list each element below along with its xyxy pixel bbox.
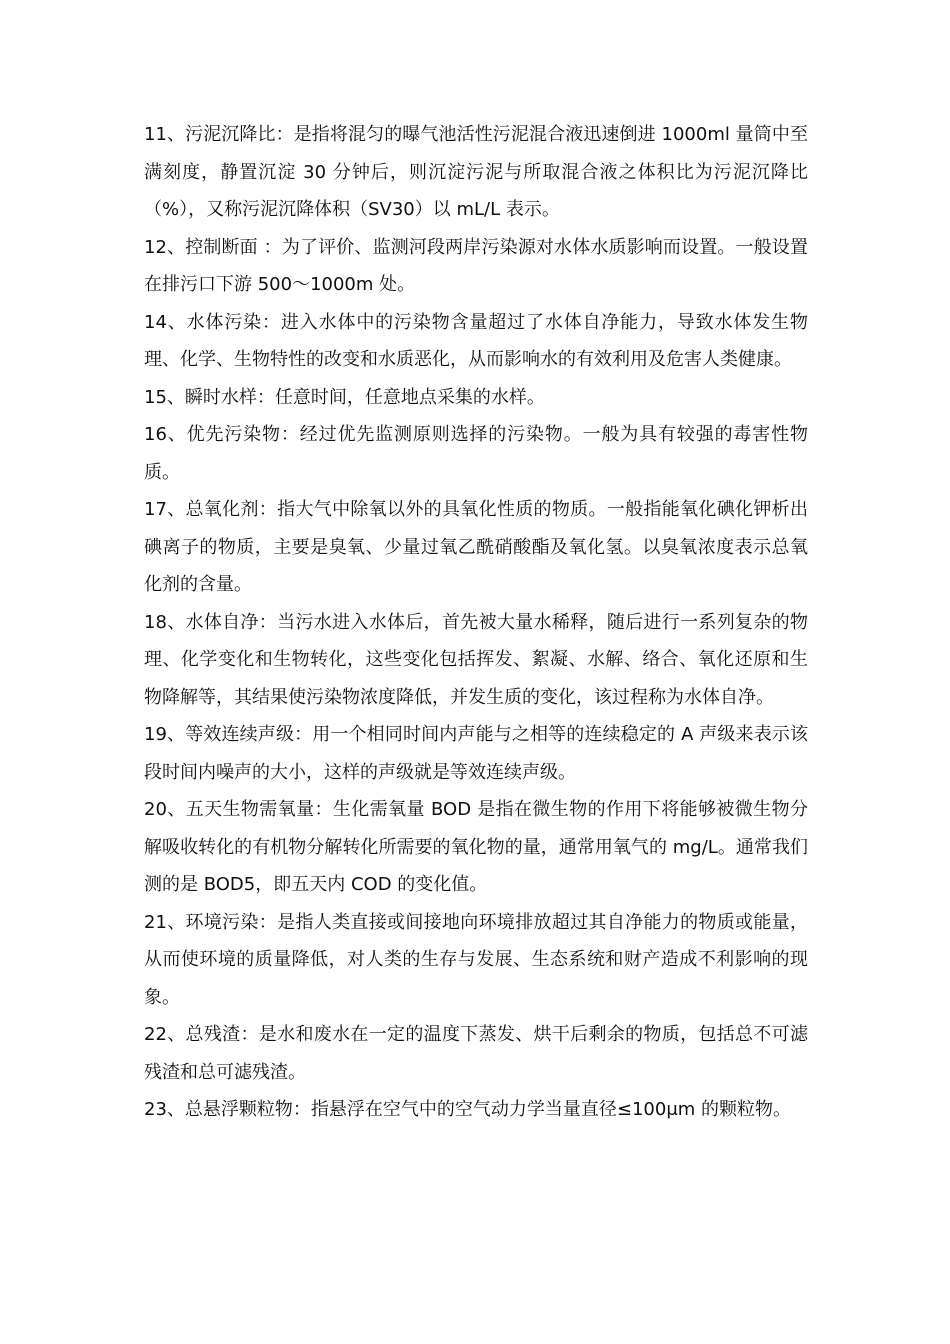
definition-entry-21: 21、环境污染：是指人类直接或间接地向环境排放超过其自净能力的物质或能量，从而使环境的质量降低，对人类的生存与发展、生态系统和财产造成不利影响的现象。 xyxy=(144,911,808,1008)
definition-entry-11: 11、污泥沉降比：是指将混匀的曝气池活性污泥混合液迅速倒进 1000ml 量筒中至满刻度，静置沉淀 30 分钟后，则沉淀污泥与所取混合液之体积比为污泥沉降比（%），又称污泥沉降体积（SV30）以 mL/L 表示。 xyxy=(144,124,808,220)
definition-entry-23: 23、总悬浮颗粒物：指悬浮在空气中的空气动力学当量直径≤100μm 的颗粒物。 xyxy=(144,1099,792,1120)
definition-entry-18: 18、水体自净：当污水进入水体后，首先被大量水稀释，随后进行一系列复杂的物理、化学变化和生物转化，这些变化包括挥发、絮凝、水解、络合、氧化还原和生物降解等，其结果使污染物浓度降低，并发生质的变化，该过程称为水体自净。 xyxy=(144,611,808,708)
definition-entry-20: 20、五天生物需氧量：生化需氧量 BOD 是指在微生物的作用下将能够被微生物分解吸收转化的有机物分解转化所需要的氧化物的量，通常用氧气的 mg/L。通常我们测的是 BOD5，即五天内 COD 的变化值。 xyxy=(144,799,808,895)
definition-entry-14: 14、水体污染：进入水体中的污染物含量超过了水体自净能力，导致水体发生物理、化学、生物特性的改变和水质恶化，从而影响水的有效利用及危害人类健康。 xyxy=(144,311,808,370)
document-body xyxy=(144,116,808,1129)
definition-entry-12: 12、控制断面 ：为了评价、监测河段两岸污染源对水体水质影响而设置。一般设置在排污口下游 500～1000m 处。 xyxy=(144,236,808,295)
definition-entry-19: 19、等效连续声级：用一个相同时间内声能与之相等的连续稳定的 A 声级来表示该段时间内噪声的大小，这样的声级就是等效连续声级。 xyxy=(144,724,808,783)
definition-entry-16: 16、优先污染物：经过优先监测原则选择的污染物。一般为具有较强的毒害性物质。 xyxy=(144,424,808,483)
definition-entry-17: 17、总氧化剂：指大气中除氧以外的具氧化性质的物质。一般指能氧化碘化钾析出碘离子的物质，主要是臭氧、少量过氧乙酰硝酸酯及氧化氢。以臭氧浓度表示总氧化剂的含量。 xyxy=(144,499,808,595)
definition-entry-22: 22、总残渣：是水和废水在一定的温度下蒸发、烘干后剩余的物质，包括总不可滤残渣和总可滤残渣。 xyxy=(144,1024,808,1083)
definition-entry-15: 15、瞬时水样：任意时间，任意地点采集的水样。 xyxy=(144,386,545,408)
